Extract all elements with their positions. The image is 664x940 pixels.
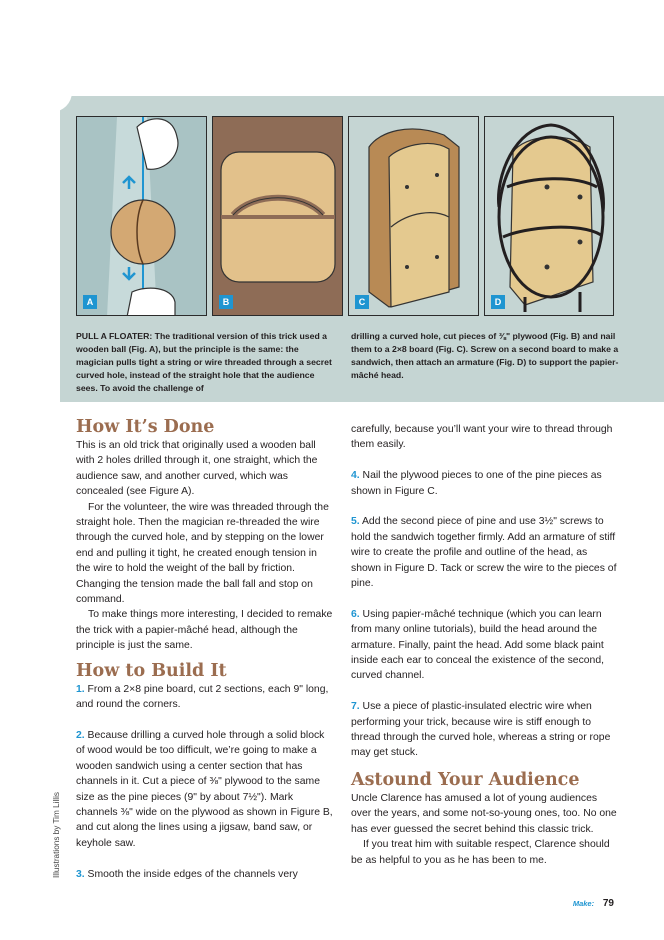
- figure-c-illustration: [349, 117, 479, 316]
- page-number: 79: [602, 898, 614, 909]
- figure-b: [212, 116, 343, 316]
- step-2-text: Because drilling a curved hole through a solid block of wood would be too difficult, we’re going to make a wooden sandwich using a center section that has channels in it. Cut a piece of ⅜" plywood to the same size as the pine pieces (9" by about 7½"). Mark channels ⅜" wide on the plywood as shown in Figure B, and cut along the lines using a jigsaw, band saw, or keyhole saw.: [76, 729, 333, 849]
- step-5: [351, 514, 617, 591]
- figure-b-illustration: [213, 117, 343, 316]
- right-column: [351, 422, 617, 868]
- step-5-text: Add the second piece of pine and use 3½" screws to hold the sandwich together firmly. Add an armature of stiff wire to create the profile and outline of the head, as shown in Figure D. Tack or screw the wire to the pieces of pine.: [351, 516, 617, 590]
- paragraph-intro: This is an old trick that originally used a wooden ball with 2 holes drilled through it, one straight, which the audience saw, and another curved, which was concealed (see Figure A).: [76, 440, 318, 498]
- figure-a-label: A: [83, 295, 97, 309]
- paragraph-volunteer: For the volunteer, the wire was threaded through the straight hole. Then the magician re-threaded the wire through the curved hole, and by stepping on the lower end and pulling it tight, he created enough tension in the wire to hold the weight of the ball by friction. Changing the tension made the ball fall and stop on command.: [76, 501, 329, 606]
- heading-astound: Astound Your Audience: [351, 769, 580, 790]
- step-1-number: 1.: [76, 683, 85, 695]
- step-4-text: Nail the plywood pieces to one of the pine pieces as shown in Figure C.: [351, 470, 602, 497]
- step-7-text: Use a piece of plastic-insulated electric wire when performing your trick, because wire is stiff enough to thread through the curved hole, whereas a string or rope may get stuck.: [351, 701, 611, 759]
- figure-a-illustration: [77, 117, 207, 316]
- step-2: [76, 728, 334, 851]
- figure-c: [348, 116, 479, 316]
- paragraph-remake: To make things more interesting, I decided to remake the trick with a papier-mâché head, although the principle is just the same.: [76, 609, 333, 652]
- paragraph-respect: If you treat him with suitable respect, Clarence should be as helpful to you as he has been to me.: [351, 839, 610, 866]
- step-3: [76, 867, 334, 882]
- figure-d-illustration: [485, 117, 614, 316]
- step-6-number: 6.: [351, 608, 360, 620]
- illustration-credit: Illustrations by Tim Lillis: [52, 792, 61, 878]
- heading-how-to-build: How to Build It: [76, 660, 227, 681]
- step-7-number: 7.: [351, 701, 360, 713]
- caption-right: drilling a curved hole, cut pieces of ⅜" plywood (Fig. B) and nail them to a 2×8 board (Fig. C). Screw on a second board to make a sandwich, then attach an armature (Fig. D) to support the papier-mâché head.: [351, 331, 619, 380]
- step-6: [351, 607, 617, 684]
- left-column: [76, 416, 334, 882]
- figure-b-label: B: [219, 295, 233, 309]
- paragraph-uncle-clarence: Uncle Clarence has amused a lot of young audiences over the years, and some not-so-young ones, too. No one has ever guessed the secret behind this classic trick.: [351, 792, 617, 835]
- step-2-number: 2.: [76, 729, 85, 741]
- step-3-text: Smooth the inside edges of the channels very: [84, 868, 298, 880]
- step-4-number: 4.: [351, 470, 360, 482]
- step-3-continued: carefully, because you’ll want your wire to thread through them easily.: [351, 424, 613, 451]
- figure-d-label: D: [491, 295, 505, 309]
- figure-c-label: C: [355, 295, 369, 309]
- step-5-number: 5.: [351, 516, 360, 528]
- step-3-number: 3.: [76, 868, 85, 880]
- caption-left: PULL A FLOATER: The traditional version of this trick used a wooden ball (Fig. A), but the principle is the same: the magician pulls tight a string or wire threaded through a secret curved hole, instead of the straight hole that the audience sees. To avoid the challenge of: [76, 331, 332, 393]
- step-4: [351, 468, 617, 499]
- step-1-text: From a 2×8 pine board, cut 2 sections, each 9" long, and round the corners.: [76, 683, 329, 711]
- brand-logo: Make:: [572, 899, 595, 908]
- heading-how-its-done: How It’s Done: [76, 417, 215, 437]
- page-footer: [573, 898, 614, 909]
- step-7: [351, 699, 617, 761]
- step-6-text: Using papier-mâché technique (which you can learn from many online tutorials), build the head around the armature. Finally, paint the head. Add some black paint inside each ear to conceal the existence of the second, curved channel.: [351, 608, 605, 682]
- figure-a: [76, 116, 207, 316]
- step-1: [76, 682, 334, 713]
- figure-d: [484, 116, 614, 316]
